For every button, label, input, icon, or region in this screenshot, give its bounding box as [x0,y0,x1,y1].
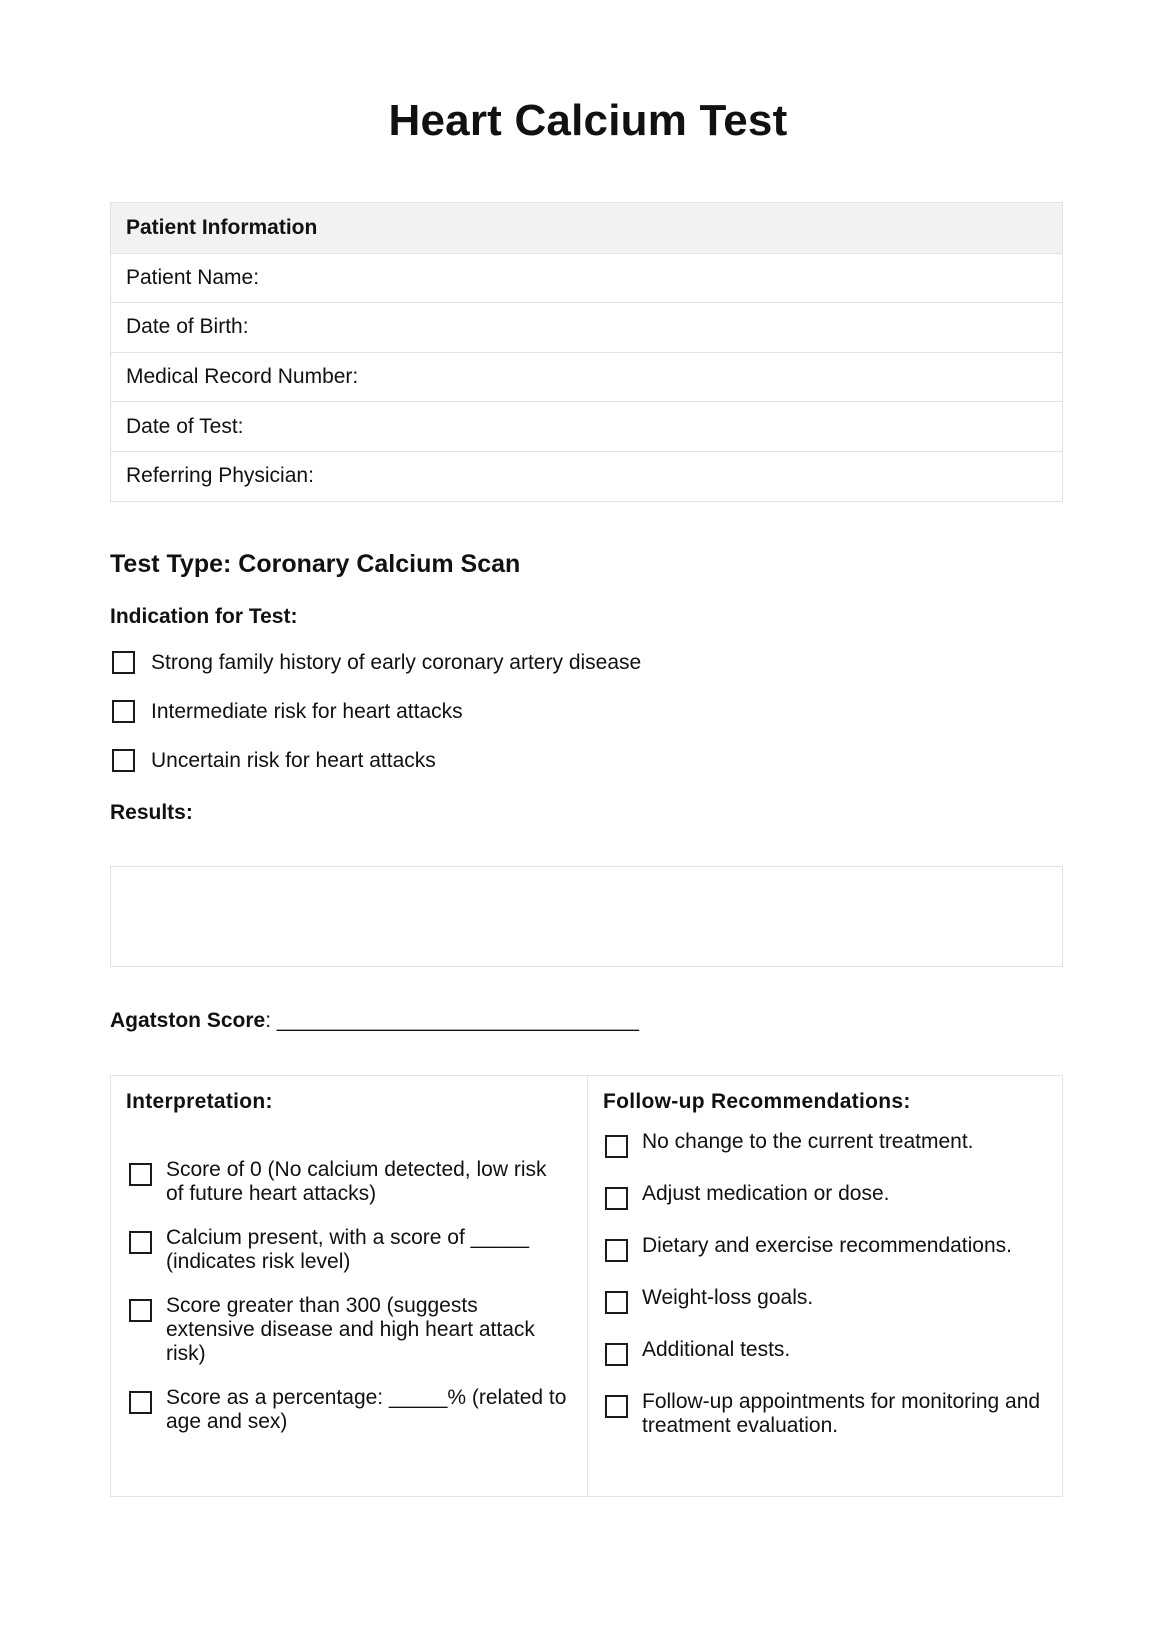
date-of-test-label: Date of Test: [126,414,244,438]
patient-name-label: Patient Name: [126,265,260,289]
checkbox[interactable] [112,700,135,723]
agatston-score-blank[interactable]: _______________________________ [271,1009,639,1032]
checkbox[interactable] [112,749,135,772]
referring-physician-label: Referring Physician: [126,464,314,488]
indication-heading: Indication for Test: [110,605,298,628]
interpretation-list [129,1158,569,1454]
date-of-birth-field[interactable] [111,302,1062,352]
checkbox[interactable] [112,651,135,674]
follow-up-item-label: Weight-loss goals. [642,1286,814,1309]
checkbox[interactable] [605,1135,628,1158]
patient-information-heading: Patient Information [111,203,1062,253]
checkbox[interactable] [605,1187,628,1210]
referring-physician-field[interactable] [111,451,1062,501]
interpretation-item[interactable] [129,1386,569,1434]
indication-item-label: Strong family history of early coronary artery disease [151,651,642,674]
follow-up-item-label: Follow-up appointments for monitoring and treatment evaluation. [642,1390,1041,1437]
follow-up-item-label: No change to the current treatment. [642,1130,974,1153]
checkbox[interactable] [605,1291,628,1314]
checkbox[interactable] [129,1391,152,1414]
results-input[interactable] [110,866,1063,967]
interpretation-item-label: Score of 0 (No calcium detected, low risk of future heart attacks) [166,1158,547,1205]
interpretation-item[interactable] [129,1158,569,1206]
checkbox[interactable] [129,1163,152,1186]
results-heading: Results: [110,801,193,824]
follow-up-item[interactable] [605,1182,1055,1210]
interpretation-item[interactable] [129,1294,569,1366]
indication-item[interactable] [112,651,641,675]
checkbox[interactable] [605,1343,628,1366]
indication-list [112,651,641,773]
agatston-score-field[interactable] [110,1009,639,1033]
interpretation-column [111,1076,588,1496]
indication-item-label: Uncertain risk for heart attacks [151,749,436,772]
interpretation-followup-table [110,1075,1063,1497]
indication-item-label: Intermediate risk for heart attacks [151,700,463,723]
interpretation-item-label: Calcium present, with a score of _____ (indicates risk level) [166,1226,530,1273]
medical-record-number-label: Medical Record Number: [126,365,359,389]
agatston-score-colon: : [265,1009,272,1032]
patient-information-table [110,202,1063,502]
indication-item[interactable] [112,749,641,773]
agatston-score-label: Agatston Score [110,1009,266,1032]
checkbox[interactable] [129,1231,152,1254]
medical-record-number-field[interactable] [111,352,1062,402]
checkbox[interactable] [605,1395,628,1418]
interpretation-heading: Interpretation: [126,1090,273,1113]
follow-up-item[interactable] [605,1286,1055,1314]
checkbox[interactable] [605,1239,628,1262]
test-type-heading: Test Type: Coronary Calcium Scan [110,550,521,578]
document-title: Heart Calcium Test [388,96,788,145]
interpretation-item-label: Score greater than 300 (suggests extensive disease and high heart attack risk) [166,1294,535,1365]
interpretation-item[interactable] [129,1226,569,1274]
indication-item[interactable] [112,700,641,724]
follow-up-item[interactable] [605,1234,1055,1262]
date-of-birth-label: Date of Birth: [126,315,249,339]
follow-up-item-label: Adjust medication or dose. [642,1182,890,1205]
checkbox[interactable] [129,1299,152,1322]
follow-up-item-label: Additional tests. [642,1338,791,1361]
follow-up-heading: Follow-up Recommendations: [603,1090,911,1113]
patient-name-field[interactable] [111,253,1062,303]
follow-up-item[interactable] [605,1130,1055,1158]
follow-up-item[interactable] [605,1338,1055,1366]
follow-up-item[interactable] [605,1390,1055,1438]
date-of-test-field[interactable] [111,401,1062,451]
follow-up-list [605,1130,1055,1462]
interpretation-item-label: Score as a percentage: _____% (related to age and sex) [166,1386,567,1433]
follow-up-item-label: Dietary and exercise recommendations. [642,1234,1013,1257]
follow-up-column [588,1076,1062,1496]
